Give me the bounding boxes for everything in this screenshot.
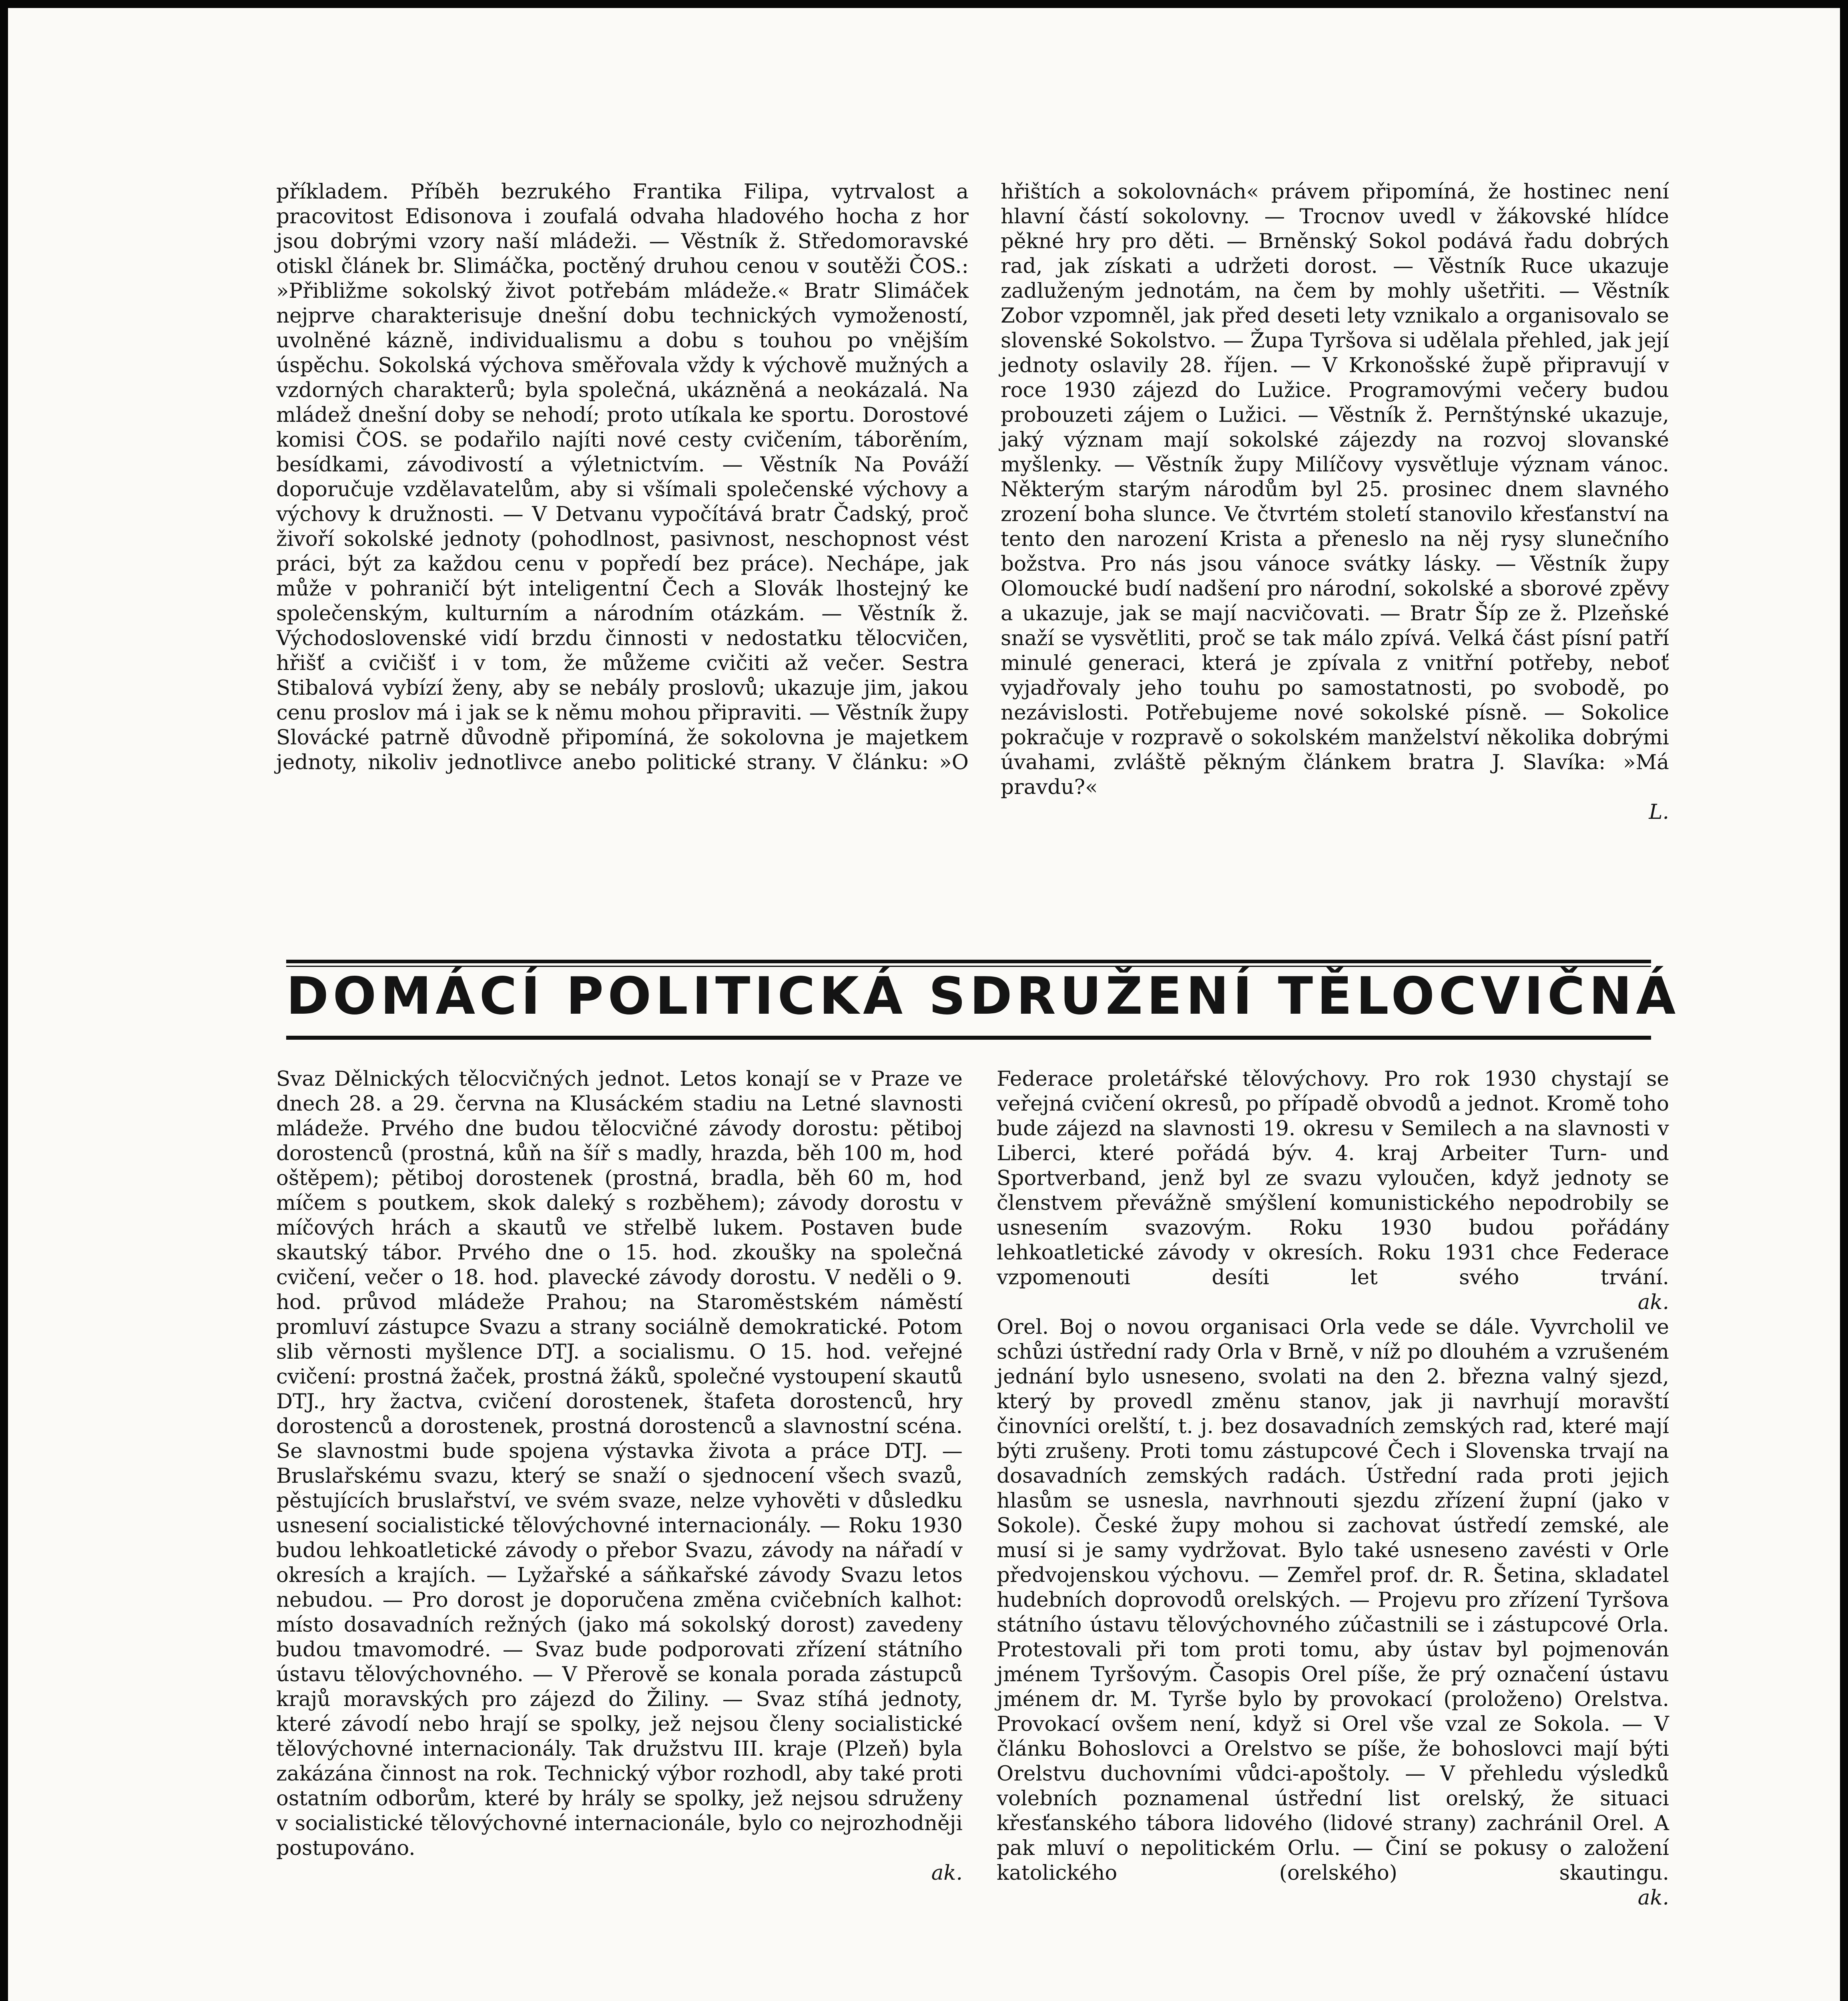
signature: ak. (931, 1861, 963, 1885)
paragraph: Federace proletářské tělovýchovy. Pro rok 1930 chystají se veřejná cvičení okresů, po případě obvodů a jednot. Kromě toho bude zájezd na slavnosti 19. okresu v Semilech a na slavnosti v Liberci, které pořádá býv. 4. kraj Arbeiter Turn- und Sportverband, jenž byl ze svazu vyloučen, když jednoty se členstvem převážně smýšlení komunistického nepodrobily se usnesením svazovým. Roku 1930 budou pořádány lehkoatletické závody v okresích. Roku 1931 chce Federace vzpomenouti desíti let svého trvání. (997, 1067, 1669, 1289)
column-top-right (1001, 179, 1669, 824)
paragraph: Svaz Dělnických tělocvičných jednot. Letos konají se v Praze ve dnech 28. a 29. června na Klusáckém stadiu na Letné slavnosti mládeže. Prvého dne budou tělocvičné závody dorostu: pětiboj dorostenců (prostná, kůň na šíř s madly, hrazda, běh 100 m, hod oštěpem); pětiboj dorostenek (prostná, bradla, běh 60 m, hod míčem s poutkem, skok daleký s rozběhem); závody dorostu v míčových hrách a skautů ve střelbě lukem. Postaven bude skautský tábor. Prvého dne o 15. hod. zkoušky na společná cvičení, večer o 18. hod. plavecké závody dorostu. V neděli o 9. hod. průvod mládeže Prahou; na Staroměstském náměstí promluví zástupce Svazu a strany sociálně demokratické. Potom slib věrnosti myšlence DTJ. a socialismu. O 15. hod. veřejné cvičení: prostná žaček, prostná žáků, společné vystoupení skautů DTJ., hry žactva, cvičení dorostenek, štafeta dorostenců, hry dorostenců a dorostenek, prostná dorostenců a slavnostní scéna. Se slavnostmi bude spojena výstavka života a práce DTJ. — Bruslařskému svazu, který se snaží o sjednocení všech svazů, pěstujících bruslařství, ve svém svaze, nelze vyhověti v důsledku usnesení socialistické tělovýchovné internacionály. — Roku 1930 budou lehkoatletické závody o přebor Svazu, závody na nářadí v okresích a krajích. — Lyžařské a sáňkařské závody Svazu letos nebudou. — Pro dorost je doporučena změna cvičebních kalhot: místo dosavadních režných (jako má sokolský dorost) zavedeny budou tmavomodré. — Svaz bude podporovati zřízení státního ústavu tělovýchovného. — V Přerově se konala porada zástupců krajů moravských pro zájezd do Žiliny. — Svaz stíhá jednoty, které závodí nebo hrají se spolky, jež nejsou členy socialistické tělovýchovné internacionály. Tak družstvu III. kraje (Plzeň) byla zakázána činnost na rok. Technický výbor rozhodl, aby také proti ostatním odborům, které by hrály se spolky, jež nejsou sdruženy v socialistické tělovýchovné internacionále, bylo co nejrozhodněji postupováno. (276, 1067, 963, 1860)
column-bottom-left (276, 1067, 963, 1885)
column-top-left (276, 179, 969, 775)
signature: L. (1649, 800, 1669, 824)
title-rule-bottom (286, 1036, 1651, 1040)
paragraph: hřištích a sokolovnách« právem připomíná, že hostinec není hlavní částí sokolovny. — Trocnov uvedl v žákovské hlídce pěkné hry pro děti. — Brněnský Sokol podává řadu dobrých rad, jak získati a udržeti dorost. — Věstník Ruce ukazuje zadluženým jednotám, na čem by mohly ušetřiti. — Věstník Zobor vzpomněl, jak před deseti lety vznikalo a organisovalo se slovenské Sokolstvo. — Župa Tyršova si udělala přehled, jak její jednoty oslavily 28. říjen. — V Krkonošské župě připravují v roce 1930 zájezd do Lužice. Programovými večery budou probouzeti zájem o Lužici. — Věstník ž. Pernštýnské ukazuje, jaký význam mají sokolské zájezdy na rozvoj slovanské myšlenky. — Věstník župy Milíčovy vysvětluje význam vánoc. Některým starým národům byl 25. prosinec dnem slavného zrození boha slunce. Ve čtvrtém století stanovilo křesťanství na tento den narození Krista a přeneslo na něj rysy slunečního božstva. Pro nás jsou vánoce svátky lásky. — Věstník župy Olomoucké budí nadšení pro národní, sokolské a sborové zpěvy a ukazuje, jak se mají nacvičovati. — Bratr Šíp ze ž. Plzeňské snaží se vysvětliti, proč se tak málo zpívá. Velká část písní patří minulé generaci, která je zpívala z vnitřní potřeby, neboť vyjadřovaly jeho touhu po samostatnosti, po svobodě, po nezávislosti. Potřebujeme nové sokolské písně. — Sokolice pokračuje v rozpravě o sokolském manželství několika dobrými úvahami, zvláště pěkným článkem bratra J. Slavíka: »Má pravdu?« (1001, 180, 1669, 799)
paragraph: Orel. Boj o novou organisaci Orla vede se dále. Vyvrcholil ve schůzi ústřední rady Orla v Brně, v níž po dlouhém a vzrušeném jednání bylo usneseno, svolati na den 2. března valný sjezd, který by provedl změnu stanov, jak ji navrhují moravští činovníci orelští, t. j. bez dosavadních zemských rad, které mají býti zrušeny. Proti tomu zástupcové Čech i Slovenska trvají na dosavadních zemských radách. Ústřední rada proti jejich hlasům se usnesla, navrhnouti sjezdu zřízení župní (jako v Sokole). České župy mohou si zachovat ústředí zemské, ale musí si je samy vydržovat. Bylo také usneseno zavésti v Orle předvojenskou výchovu. — Zemřel prof. dr. R. Šetina, skladatel hudebních doprovodů orelských. — Projevu pro zřízení Tyršova státního ústavu tělovýchovného zúčastnili se i zástupcové Orla. Protestovali při tom proti tomu, aby ústav byl pojmenován jménem Tyršovým. Časopis Orel píše, že prý označení ústavu jménem dr. M. Tyrše bylo by provokací (proloženo) Orelstva. Provokací ovšem není, když si Orel vše vzal ze Sokola. — V článku Bohoslovci a Orelstvo se píše, že bohoslovci mají býti Orelstvu duchovními vůdci-apoštoly. — V přehledu výsledků volebních poznamenal ústřední list orelský, že situaci křesťanského tábora lidového (lidové strany) zachránil Orel. A pak mluví o nepolitickém Orlu. — Činí se pokusy o založení katolického (orelského) skautingu. (997, 1315, 1669, 1885)
signature: ak. (1637, 1290, 1669, 1314)
paragraph: příkladem. Příběh bezrukého Frantika Filipa, vytrvalost a pracovitost Edisonova i zoufalá odvaha hladového hocha z hor jsou dobrými vzory naší mládeži. — Věstník ž. Středomoravské otiskl článek br. Slimáčka, poctěný druhou cenou v soutěži ČOS.: »Přibližme sokolský život potřebám mládeže.« Bratr Slimáček nejprve charakterisuje dnešní dobu technických vymožeností, uvolněné kázně, individualismu a dobu s touhou po vnějším úspěchu. Sokolská výchova směřovala vždy k výchově mužných a vzdorných charakterů; byla společná, ukázněná a neokázalá. Na mládež dnešní doby se nehodí; proto utíkala ke sportu. Dorostové komisi ČOS. se podařilo najíti nové cesty cvičením, táborěním, besídkami, závodivostí a výletnictvím. — Věstník Na Pováží doporučuje vzdělavatelům, aby si všímali společenské výchovy a výchovy k družnosti. — V Detvanu vypočítává bratr Čadský, proč živoří sokolské jednoty (pohodlnost, pasivnost, neschopnost vést práci, být za každou cenu v popředí bez práce). Nechápe, jak může v pohraničí být inteligentní Čech a Slovák lhostejný ke společenským, kulturním a národním otázkám. — Věstník ž. Východoslovenské vidí brzdu činnosti v nedostatku tělocvičen, hřišť a cvičišť i v tom, že můžeme cvičiti až večer. Sestra Stibalová vybízí ženy, aby se nebály proslovů; ukazuje jim, jakou cenu proslov má i jak se k němu mohou připraviti. — Věstník župy Slovácké patrně důvodně připomíná, že sokolovna je majetkem jednoty, nikoliv jednotlivce anebo politické strany. V článku: »O (276, 180, 969, 774)
signature: ak. (1637, 1886, 1669, 1910)
column-bottom-right (997, 1067, 1669, 1910)
section-title: DOMÁCÍ POLITICKÁ SDRUŽENÍ TĚLOCVIČNÁ (286, 966, 1680, 1026)
title-rule-top (286, 960, 1651, 963)
